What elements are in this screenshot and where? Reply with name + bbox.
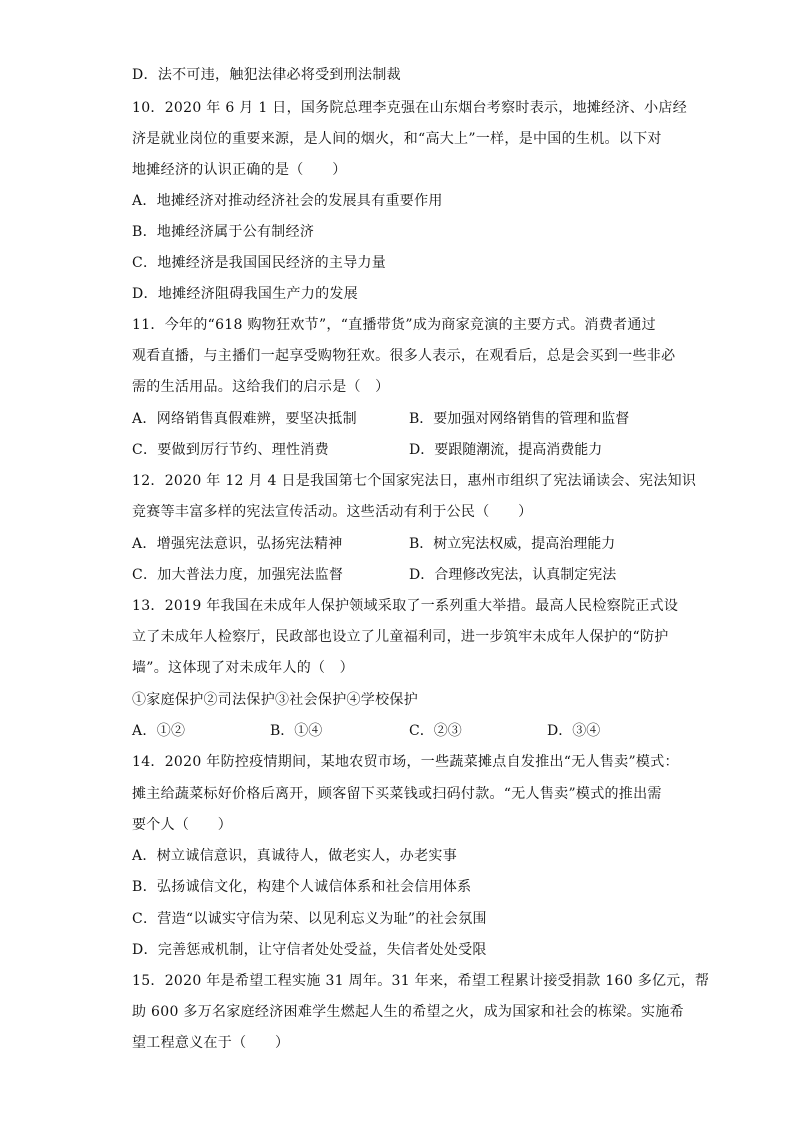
q11-option-a: A．网络销售真假难辨，要坚决抵制 [132, 411, 357, 427]
q11-stem-line-3: 需的生活用品。这给我们的启示是（ ） [132, 379, 390, 395]
q12-option-d: D．合理修改宪法，认真制定宪法 [409, 567, 617, 583]
q10-option-b: B．地摊经济属于公有制经济 [132, 224, 315, 240]
q13-option-c: C．②③ [409, 723, 462, 739]
q11-option-c: C．要做到厉行节约、理性消费 [132, 442, 329, 458]
q13-stem-line-2: 立了未成年人检察厅，民政部也设立了儿童福利司，进一步筑牢未成年人保护的“防护 [132, 629, 669, 645]
q13-option-d: D．③④ [547, 723, 601, 739]
q12-option-c: C．加大普法力度，加强宪法监督 [132, 567, 344, 583]
q14-option-b: B．弘扬诚信文化，构建个人诚信体系和社会信用体系 [132, 879, 472, 895]
q10-stem-line-2: 济是就业岗位的重要来源，是人间的烟火，和“高大上”一样，是中国的生机。以下对 [132, 131, 662, 147]
q14-stem-line-1: 14．2020 年防控疫情期间，某地农贸市场，一些蔬菜摊点自发推出“无人售卖”模式： [132, 754, 679, 770]
q10-option-d: D．地摊经济阻碍我国生产力的发展 [132, 286, 359, 302]
q13-stem-line-1: 13．2019 年我国在未成年人保护领域采取了一系列重大举措。最高人民检察院正式设 [132, 598, 679, 614]
q13-stem-line-3: 墙”。这体现了对未成年人的（ ） [132, 660, 354, 676]
q15-stem-line-2: 助 600 多万名家庭经济困难学生燃起人生的希望之火，成为国家和社会的栋梁。实施希 [132, 1004, 684, 1020]
q12-option-b: B．树立宪法权威，提高治理能力 [409, 536, 616, 552]
q15-stem-line-1: 15．2020 年是希望工程实施 31 周年。31 年来，希望工程累计接受捐款 160 多亿元，帮 [132, 973, 710, 989]
q14-option-d: D．完善惩戒机制，让守信者处处受益，失信者处处受限 [132, 942, 487, 958]
q15-stem-line-3: 望工程意义在于（ ） [132, 1035, 290, 1051]
q12-stem-line-1: 12．2020 年 12 月 4 日是我国第七个国家宪法日，惠州市组织了宪法诵读会、宪法知识 [132, 473, 697, 489]
q10-stem-line-1: 10．2020 年 6 月 1 日，国务院总理李克强在山东烟台考察时表示，地摊经济、小店经 [132, 100, 688, 116]
q13-option-a: A．①② [132, 723, 186, 739]
q14-option-c: C．营造“以诚实守信为荣、以见利忘义为耻”的社会氛围 [132, 911, 487, 927]
q11-stem-line-1: 11．今年的“618 购物狂欢节”，“直播带货”成为商家竞演的主要方式。消费者通过 [132, 317, 656, 333]
q11-option-d: D．要跟随潮流，提高消费能力 [409, 442, 603, 458]
q13-option-b: B．①④ [270, 723, 323, 739]
q14-stem-line-3: 要个人（ ） [132, 817, 233, 833]
q11-option-b: B．要加强对网络销售的管理和监督 [409, 411, 630, 427]
q9-option-d: D．法不可违，触犯法律必将受到刑法制裁 [132, 67, 401, 83]
q10-option-a: A．地摊经济对推动经济社会的发展具有重要作用 [132, 193, 443, 209]
q11-stem-line-2: 观看直播，与主播们一起享受购物狂欢。很多人表示，在观看后，总是会买到一些非必 [132, 348, 676, 364]
q14-option-a: A．树立诚信意识，真诚待人，做老实人，办老实事 [132, 848, 458, 864]
q13-stem-line-4: ①家庭保护②司法保护③社会保护④学校保护 [132, 692, 418, 708]
q10-stem-line-3: 地摊经济的认识正确的是（ ） [132, 162, 347, 178]
q14-stem-line-2: 摊主给蔬菜标好价格后离开，顾客留下买菜钱或扫码付款。“无人售卖”模式的推出需 [132, 786, 662, 802]
q12-option-a: A．增强宪法意识，弘扬宪法精神 [132, 536, 343, 552]
q12-stem-line-2: 竞赛等丰富多样的宪法宣传活动。这些活动有利于公民（ ） [132, 504, 533, 520]
q10-option-c: C．地摊经济是我国国民经济的主导力量 [132, 255, 387, 271]
